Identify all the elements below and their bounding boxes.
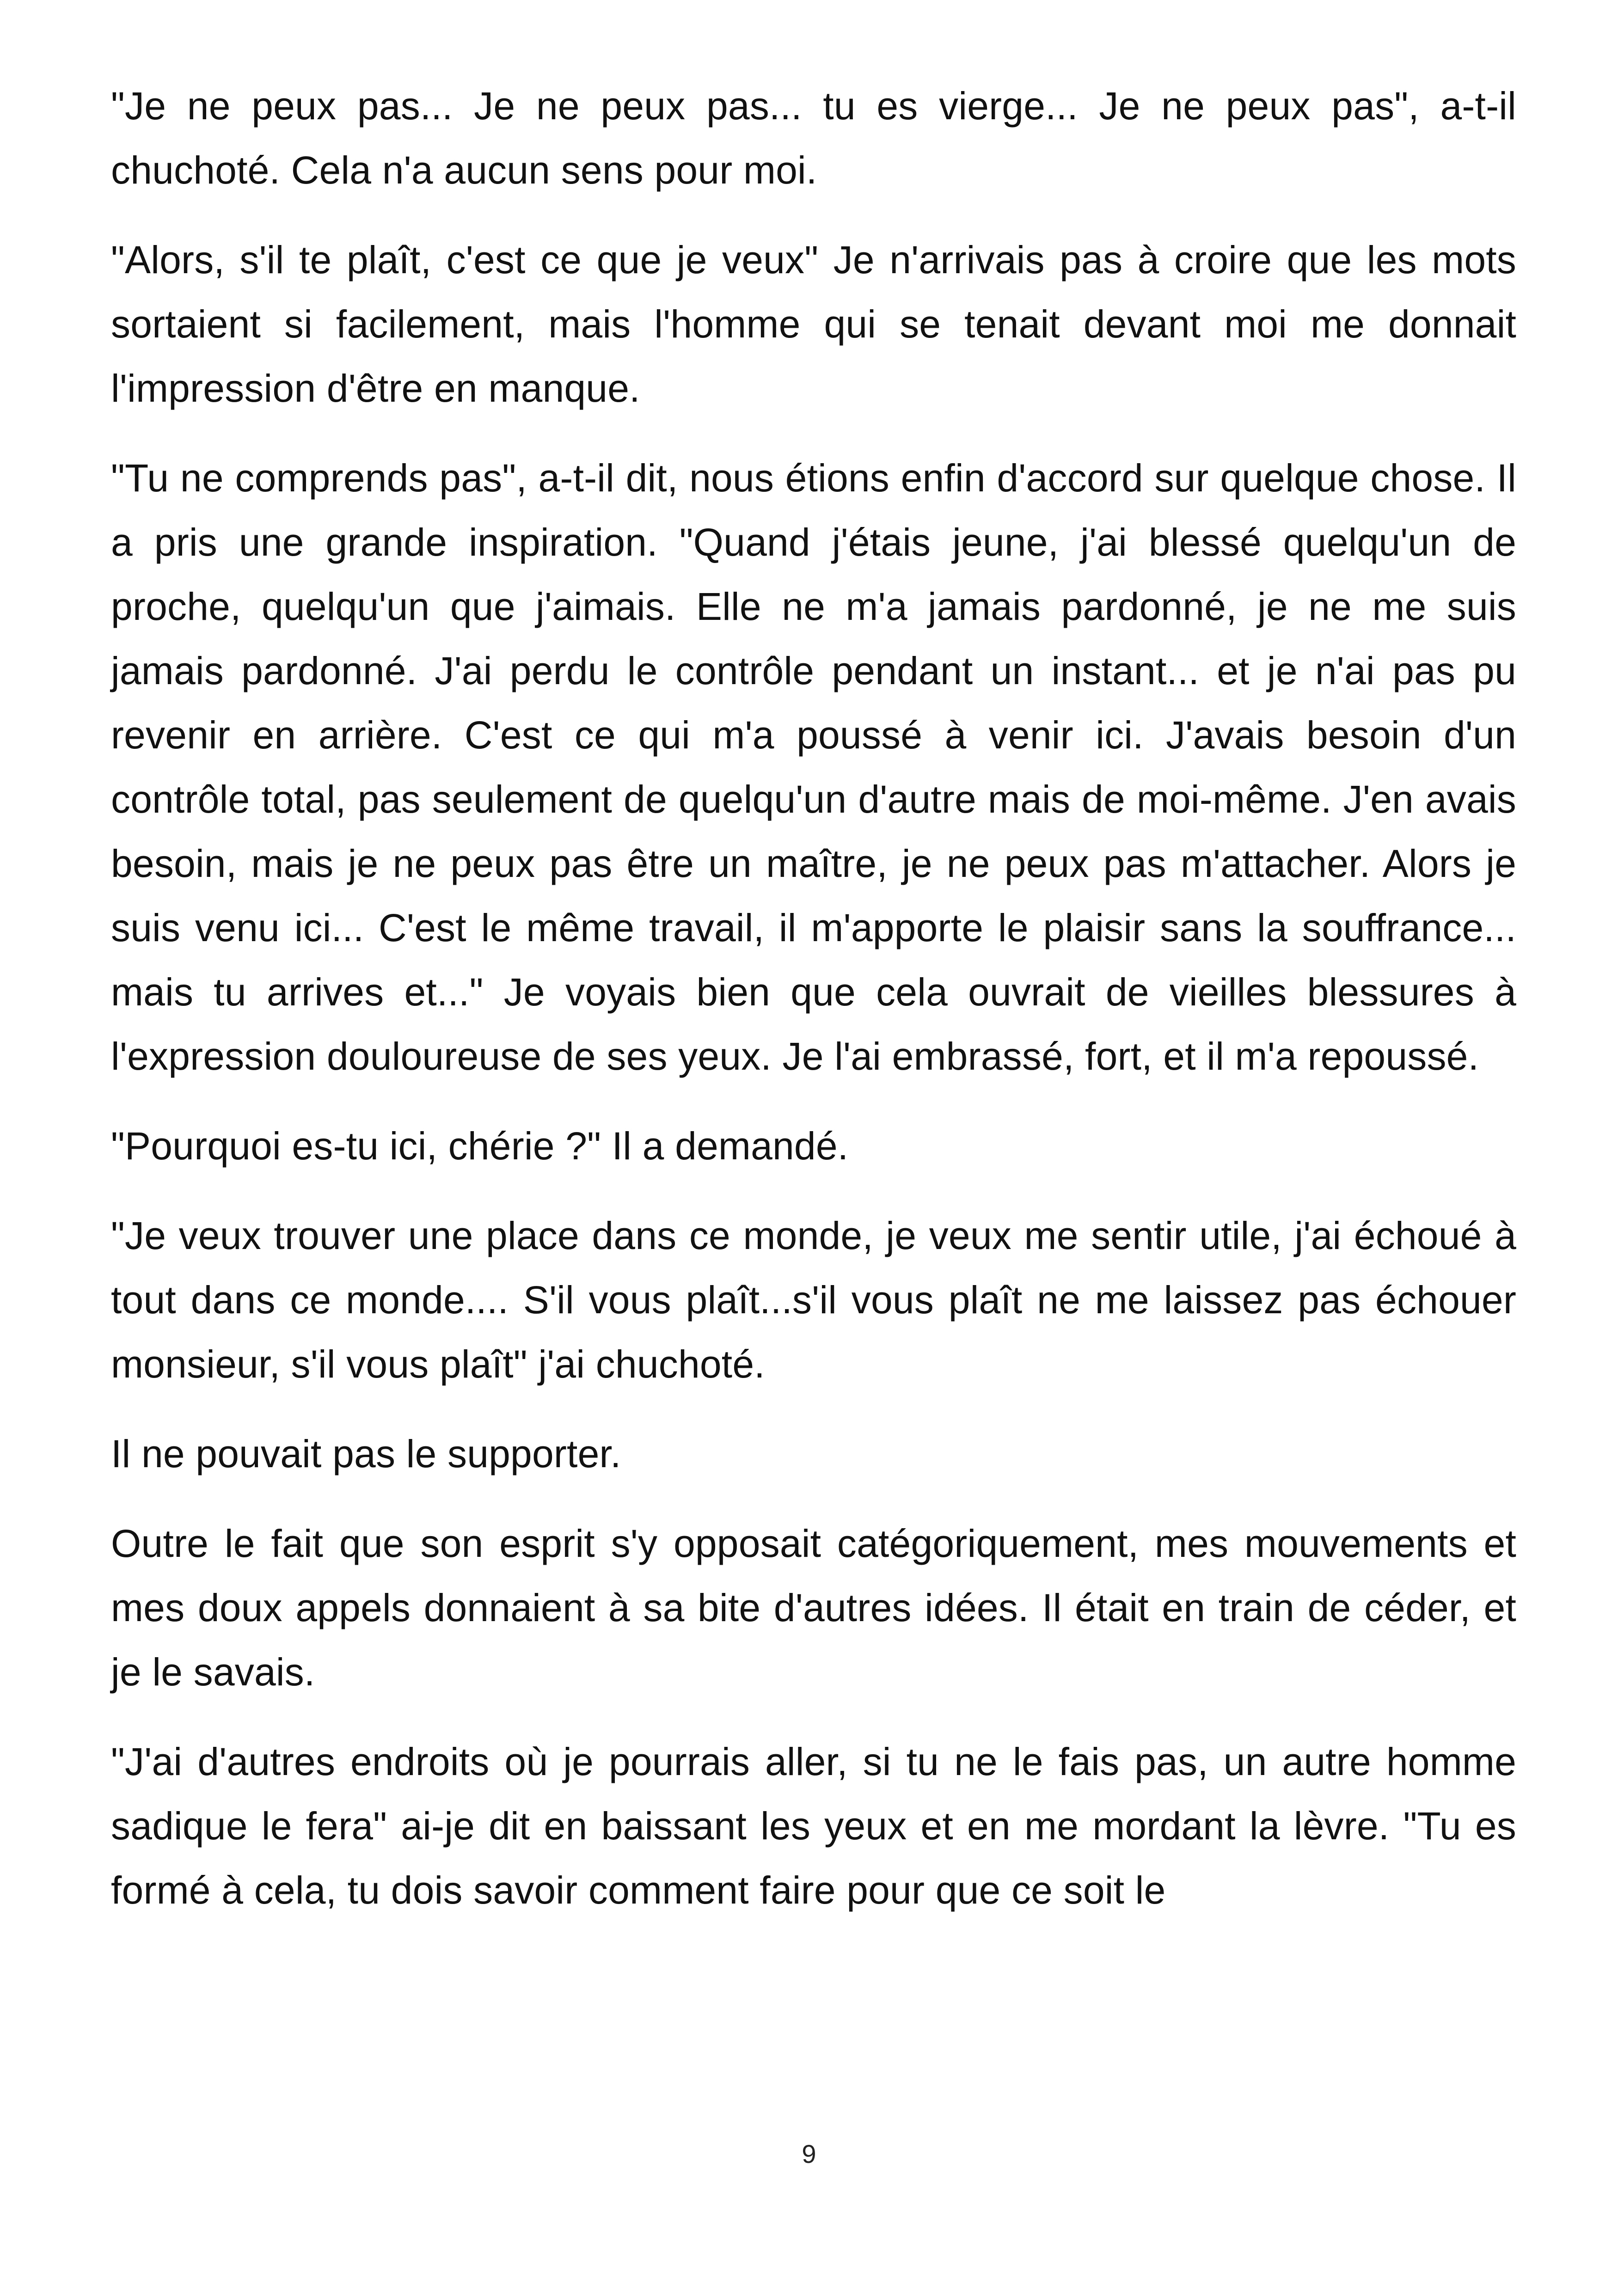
paragraph-2: "Alors, s'il te plaît, c'est ce que je veux" Je n'arrivais pas à croire que les mots sortaient si facilement, mais l'homme qui se tenait devant moi me donnait l'impression d'être en manque. (111, 238, 1516, 410)
paragraph-8: "J'ai d'autres endroits où je pourrais aller, si tu ne le fais pas, un autre homme sadique le fera" ai-je dit en baissant les yeux et en me mordant la lèvre. "Tu es formé à cela, tu dois savoir comment faire pour que ce soit le (111, 1740, 1516, 1912)
body-text (111, 74, 1516, 1948)
paragraph-7: Outre le fait que son esprit s'y opposait catégoriquement, mes mouvements et mes doux appels donnaient à sa bite d'autres idées. Il était en train de céder, et je le savais. (111, 1522, 1516, 1694)
paragraph-1: "Je ne peux pas... Je ne peux pas... tu es vierge... Je ne peux pas", a-t-il chuchoté. Cela n'a aucun sens pour moi. (111, 84, 1516, 192)
paragraph-4: "Pourquoi es-tu ici, chérie ?" Il a demandé. (111, 1124, 849, 1168)
paragraph-5: "Je veux trouver une place dans ce monde, je veux me sentir utile, j'ai échoué à tout dans ce monde.... S'il vous plaît...s'il vous plaît ne me laissez pas échouer monsieur, s'il vous plaît" j'ai chuchoté. (111, 1214, 1516, 1386)
page-number: 9 (802, 2139, 816, 2168)
paragraph-3: "Tu ne comprends pas", a-t-il dit, nous étions enfin d'accord sur quelque chose. Il a pris une grande inspiration. "Quand j'étais jeune, j'ai blessé quelqu'un de proche, quelqu'un que j'aimais. Elle ne m'a jamais pardonné, je ne me suis jamais pardonné. J'ai perdu le contrôle pendant un instant... et je n'ai pas pu revenir en arrière. C'est ce qui m'a poussé à venir ici. J'avais besoin d'un contrôle total, pas seulement de quelqu'un d'autre mais de moi-même. J'en avais besoin, mais je ne peux pas être un maître, je ne peux pas m'attacher. Alors je suis venu ici... C'est le même travail, il m'apporte le plaisir sans la souffrance... mais tu arrives et..." Je voyais bien que cela ouvrait de vieilles blessures à l'expression douloureuse de ses yeux. Je l'ai embrassé, fort, et il m'a repoussé. (111, 456, 1516, 1078)
paragraph-6: Il ne pouvait pas le supporter. (111, 1432, 621, 1476)
